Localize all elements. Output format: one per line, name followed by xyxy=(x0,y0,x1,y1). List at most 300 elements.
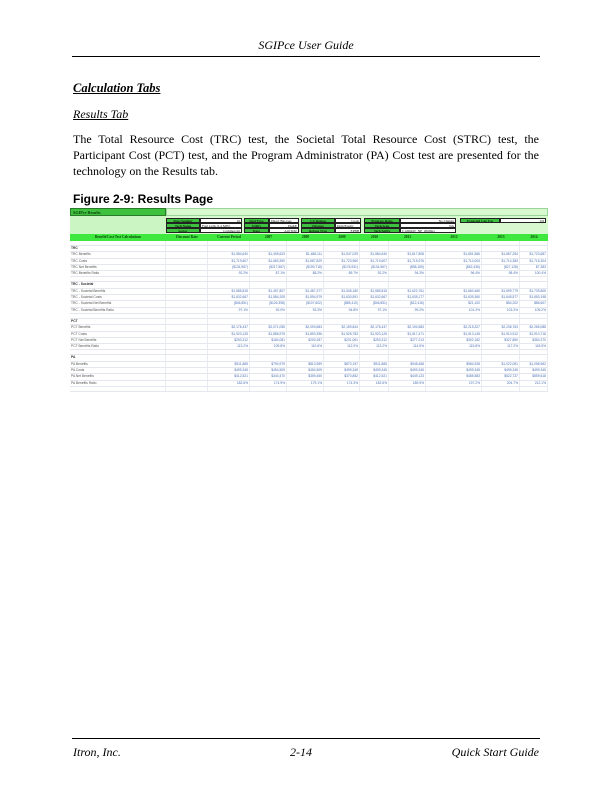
value-cell[interactable]: $1,910,718 xyxy=(520,332,548,337)
value-cell[interactable]: $1,639,360 xyxy=(426,295,482,300)
value-cell[interactable]: $1,687,254 xyxy=(482,252,520,257)
value-cell[interactable]: $1,917,471 xyxy=(389,332,426,337)
value-cell[interactable]: 114.5% xyxy=(389,344,426,349)
empty-cell xyxy=(426,314,482,318)
empty-cell xyxy=(250,246,287,251)
value-cell[interactable]: 101.3% xyxy=(426,308,482,313)
empty-cell xyxy=(166,314,208,318)
value-cell[interactable]: $1,716,304 xyxy=(520,259,548,264)
value-cell[interactable]: $984,928 xyxy=(426,362,482,367)
group-label: PCT xyxy=(70,319,166,324)
empty-cell xyxy=(482,319,520,324)
value-cell[interactable]: $253,312 xyxy=(360,338,389,343)
value-cell[interactable]: $302,182 xyxy=(426,338,482,343)
value-cell[interactable]: $948,468 xyxy=(389,362,426,367)
value-cell[interactable]: 97.1% xyxy=(360,308,389,313)
fuel-type-label: Fuel Type xyxy=(244,218,269,223)
empty-cell xyxy=(360,246,389,251)
value-cell[interactable]: $253,312 xyxy=(208,338,250,343)
value-cell[interactable]: 212.1% xyxy=(520,381,548,386)
value-cell[interactable]: $1,630,591 xyxy=(324,295,360,300)
parameter-block xyxy=(70,216,548,234)
value-cell[interactable]: $1,923,125 xyxy=(360,332,389,337)
value-cell[interactable]: 88.2% xyxy=(287,271,324,276)
value-cell[interactable]: $2,071,055 xyxy=(250,325,287,330)
empty-cell xyxy=(208,282,250,287)
value-cell[interactable]: $327,850 xyxy=(482,338,520,343)
empty-cell xyxy=(166,319,208,324)
empty-cell xyxy=(250,355,287,360)
empty-cell xyxy=(324,314,360,318)
value-cell[interactable]: $870,197 xyxy=(324,362,360,367)
value-cell[interactable]: $454,509 xyxy=(287,368,324,373)
value-cell[interactable]: ($12,416) xyxy=(389,301,426,306)
value-cell[interactable]: $2,215,327 xyxy=(426,325,482,330)
empty-cell xyxy=(324,355,360,360)
parameter-grid xyxy=(166,216,548,234)
value-cell[interactable]: 174.9% xyxy=(250,381,287,386)
value-cell[interactable]: 98.4% xyxy=(482,271,520,276)
empty-cell xyxy=(520,350,548,354)
empty-cell xyxy=(360,319,389,324)
empty-cell xyxy=(360,350,389,354)
discount-rate-cell[interactable] xyxy=(166,301,208,306)
value-cell[interactable]: ($27,128) xyxy=(482,265,520,270)
column-header: 2010 xyxy=(370,235,379,239)
discount-rate-cell[interactable] xyxy=(166,271,208,276)
value-cell[interactable]: $1,714,383 xyxy=(482,259,520,264)
empty-cell xyxy=(287,355,324,360)
empty-cell xyxy=(287,387,324,391)
value-cell[interactable]: 94.3% xyxy=(389,271,426,276)
value-cell[interactable]: $184,081 xyxy=(250,338,287,343)
empty-cell xyxy=(250,350,287,354)
value-cell[interactable]: $7,383 xyxy=(520,265,548,270)
value-cell[interactable]: ($107,602) xyxy=(287,301,324,306)
discount-rate-cell[interactable] xyxy=(166,259,208,264)
empty-cell xyxy=(360,314,389,318)
spacer-row xyxy=(70,387,548,392)
value-cell[interactable]: ($134,967) xyxy=(360,265,389,270)
value-cell[interactable]: $1,022,081 xyxy=(482,362,520,367)
empty-cell xyxy=(482,355,520,360)
value-cell[interactable]: $2,159,844 xyxy=(324,325,360,330)
empty-cell xyxy=(324,350,360,354)
value-cell[interactable]: $1,488,111 xyxy=(287,252,324,257)
column-header: 2011 xyxy=(404,235,411,239)
value-cell[interactable]: $2,194,583 xyxy=(389,325,426,330)
discount-rate-cell[interactable] xyxy=(166,289,208,294)
discount-rate-cell[interactable] xyxy=(166,265,208,270)
value-cell[interactable]: $54,202 xyxy=(482,301,520,306)
empty-cell xyxy=(520,241,548,245)
results-spreadsheet xyxy=(70,208,548,392)
value-cell[interactable]: 182.6% xyxy=(360,381,389,386)
value-cell[interactable]: $1,584,640 xyxy=(360,252,389,257)
value-cell[interactable]: $1,632,667 xyxy=(360,295,389,300)
discount-rate-cell[interactable] xyxy=(166,308,208,313)
value-cell[interactable]: 189.9% xyxy=(389,381,426,386)
value-cell[interactable]: $454,509 xyxy=(250,368,287,373)
value-cell[interactable]: $1,660,460 xyxy=(426,289,482,294)
value-cell[interactable]: 92.2% xyxy=(360,271,389,276)
value-cell[interactable]: ($126,398) xyxy=(250,301,287,306)
value-cell[interactable]: $1,495,623 xyxy=(250,252,287,257)
value-cell[interactable]: $1,584,205 xyxy=(250,295,287,300)
empty-cell xyxy=(520,282,548,287)
empty-cell xyxy=(389,387,426,391)
footer-page-number: 2-14 xyxy=(290,745,312,759)
value-cell[interactable]: 118.5% xyxy=(520,344,548,349)
empty-cell xyxy=(287,319,324,324)
empty-cell xyxy=(250,277,287,281)
value-cell[interactable]: 92.0% xyxy=(250,308,287,313)
empty-cell xyxy=(324,277,360,281)
value-cell[interactable]: $2,176,437 xyxy=(360,325,389,330)
row-label: TRC - Societal Benefits Ratio xyxy=(70,308,166,313)
value-cell[interactable]: 115.8% xyxy=(426,344,482,349)
value-cell[interactable]: $522,737 xyxy=(482,374,520,379)
column-header: Discount Rate xyxy=(176,235,198,239)
value-cell[interactable]: 99.2% xyxy=(389,308,426,313)
value-cell[interactable]: $200,287 xyxy=(287,338,324,343)
row-label: TRC - Societal Costs xyxy=(70,295,166,300)
value-cell[interactable]: 96.4% xyxy=(426,271,482,276)
empty-cell xyxy=(166,246,208,251)
value-cell[interactable]: $1,622,761 xyxy=(389,289,426,294)
empty-cell xyxy=(250,282,287,287)
row-label: TRC Costs xyxy=(70,259,166,264)
value-cell[interactable]: $499,345 xyxy=(482,368,520,373)
column-header: 2014 xyxy=(530,235,538,239)
empty-cell xyxy=(208,277,250,281)
row-label: TRC Benefits Ratio xyxy=(70,271,166,276)
value-cell[interactable]: $1,699,779 xyxy=(482,289,520,294)
empty-cell xyxy=(166,350,208,354)
value-cell[interactable]: $277,213 xyxy=(389,338,426,343)
discount-rate-cell[interactable] xyxy=(166,344,208,349)
value-cell[interactable]: ($199,718) xyxy=(287,265,324,270)
column-header: Benefit/Cost Test Calculations xyxy=(94,235,142,239)
value-cell[interactable]: $1,923,125 xyxy=(208,332,250,337)
empty-cell xyxy=(426,350,482,354)
value-cell[interactable]: $1,714,003 xyxy=(426,259,482,264)
row-label: PA Benefits xyxy=(70,362,166,367)
header-rule xyxy=(72,56,540,57)
value-cell[interactable]: $1,719,607 xyxy=(360,259,389,264)
empty-cell xyxy=(250,319,287,324)
value-cell[interactable]: $1,651,566 xyxy=(426,252,482,257)
empty-cell xyxy=(70,350,166,354)
value-cell[interactable]: $1,913,145 xyxy=(426,332,482,337)
column-header: 2012 xyxy=(450,235,458,239)
value-cell[interactable]: 197.2% xyxy=(426,381,482,386)
expected-cap-fac-label: Expected Cap Fac xyxy=(460,218,500,223)
value-cell[interactable]: $412,521 xyxy=(208,374,250,379)
value-cell[interactable]: $1,584,640 xyxy=(208,252,250,257)
empty-cell xyxy=(287,282,324,287)
value-cell[interactable]: ($46,851) xyxy=(360,301,389,306)
value-cell[interactable]: $911,865 xyxy=(360,362,389,367)
value-cell[interactable]: 87.1% xyxy=(250,271,287,276)
value-cell[interactable]: $340,470 xyxy=(250,374,287,379)
utility-label: Utility xyxy=(244,223,269,228)
footer-right: Quick Start Guide xyxy=(451,745,539,759)
empty-cell xyxy=(360,387,389,391)
value-cell[interactable]: $1,547,029 xyxy=(324,252,360,257)
value-cell[interactable]: 103.3% xyxy=(482,308,520,313)
discount-rate-cell[interactable] xyxy=(166,368,208,373)
value-cell[interactable]: $1,585,815 xyxy=(208,289,250,294)
value-cell[interactable]: 117.2% xyxy=(482,344,520,349)
section-title: Calculation Tabs xyxy=(73,81,161,95)
value-cell[interactable]: $2,093,683 xyxy=(287,325,324,330)
empty-cell xyxy=(389,350,426,354)
value-cell[interactable]: 179.1% xyxy=(287,381,324,386)
value-cell[interactable]: $2,176,437 xyxy=(208,325,250,330)
value-cell[interactable]: $813,959 xyxy=(287,362,324,367)
empty-cell xyxy=(426,355,482,360)
value-cell[interactable]: ($98,169) xyxy=(389,265,426,270)
value-cell[interactable]: $86,607 xyxy=(520,301,548,306)
value-cell[interactable]: $1,058,962 xyxy=(520,362,548,367)
discount-rate-cell[interactable] xyxy=(166,325,208,330)
value-cell[interactable]: $499,345 xyxy=(426,368,482,373)
value-cell[interactable]: $231,061 xyxy=(324,338,360,343)
discount-rate-cell[interactable] xyxy=(166,381,208,386)
empty-cell xyxy=(166,241,208,245)
empty-cell xyxy=(287,246,324,251)
value-cell[interactable]: $1,910,912 xyxy=(482,332,520,337)
empty-cell xyxy=(426,319,482,324)
group-label: PA xyxy=(70,355,166,360)
rebate-type-label: Rebate Type xyxy=(301,228,335,233)
value-cell[interactable]: $1,687,829 xyxy=(287,259,324,264)
value-cell[interactable]: ($62,436) xyxy=(426,265,482,270)
empty-cell xyxy=(389,314,426,318)
empty-cell xyxy=(208,319,250,324)
value-cell[interactable]: $1,487,377 xyxy=(287,289,324,294)
empty-cell xyxy=(166,282,208,287)
discount-rate-cell[interactable] xyxy=(166,252,208,257)
value-cell[interactable]: $499,345 xyxy=(324,368,360,373)
value-cell[interactable]: $499,345 xyxy=(360,368,389,373)
empty-cell xyxy=(520,277,548,281)
value-cell[interactable]: $1,715,976 xyxy=(389,259,426,264)
value-cell[interactable]: 110.6% xyxy=(287,344,324,349)
empty-cell xyxy=(426,282,482,287)
fuel-type-value[interactable]: Direct Bio-Gas xyxy=(269,218,299,223)
sheet-title-fill xyxy=(166,208,548,216)
body-paragraph: The Total Resource Cost (TRC) test, the Societal Total Resource Cost (STRC) test, the Participant Cost (PCT) test, and the Program Administrator (PA) Cost test are presented for the technology on the Results tab. xyxy=(73,132,539,178)
empty-cell xyxy=(360,277,389,281)
value-cell[interactable]: $370,852 xyxy=(324,374,360,379)
empty-cell xyxy=(208,387,250,391)
row-label: PCT Benefits Ratio xyxy=(70,344,166,349)
discount-rate-cell[interactable] xyxy=(166,295,208,300)
finance-label: Finance xyxy=(301,223,335,228)
empty-cell xyxy=(482,387,520,391)
value-cell[interactable]: $2,265,088 xyxy=(520,325,548,330)
run-number-value[interactable]: 16 xyxy=(200,218,242,223)
value-cell[interactable]: $1,645,577 xyxy=(482,295,520,300)
empty-cell xyxy=(389,282,426,287)
empty-cell xyxy=(70,241,166,245)
value-cell[interactable]: $1,594,979 xyxy=(287,295,324,300)
empty-cell xyxy=(482,282,520,287)
parameter-block-left xyxy=(70,216,166,234)
empty-cell xyxy=(324,319,360,324)
empty-cell xyxy=(482,350,520,354)
value-cell[interactable]: 105.2% xyxy=(520,308,548,313)
empty-cell xyxy=(389,355,426,360)
row-label: PCT Benefits xyxy=(70,325,166,330)
sector-value[interactable]: Commercial xyxy=(200,228,242,233)
value-cell[interactable]: $1,457,807 xyxy=(250,289,287,294)
empty-cell xyxy=(208,350,250,354)
row-label: TRC Benefits xyxy=(70,252,166,257)
tech-name-value[interactable]: Fuel Cells (1.2 MW) xyxy=(200,223,242,228)
value-cell[interactable]: 112.0% xyxy=(324,344,360,349)
column-header: 2009 xyxy=(338,235,346,239)
row-label: PA Net Benefits xyxy=(70,374,166,379)
tech-scen-label: Tech Scen xyxy=(364,223,400,228)
empty-cell xyxy=(389,319,426,324)
value-cell[interactable]: $1,723,687 xyxy=(520,252,548,257)
run-number-label: Run Number xyxy=(166,218,200,223)
value-cell[interactable]: $1,585,815 xyxy=(360,289,389,294)
column-header: 2008 xyxy=(301,235,310,239)
empty-cell xyxy=(482,314,520,318)
value-cell[interactable]: $499,345 xyxy=(389,368,426,373)
value-cell[interactable]: $1,635,177 xyxy=(389,295,426,300)
value-cell[interactable]: $1,632,667 xyxy=(208,295,250,300)
progress-ratio-value[interactable]: No Change xyxy=(400,218,456,223)
value-cell[interactable]: $2,238,763 xyxy=(482,325,520,330)
empty-cell xyxy=(482,277,520,281)
value-cell[interactable]: ($134,967) xyxy=(208,265,250,270)
tech-suffix-value[interactable]: C1200kW_NE_2000hrs xyxy=(400,228,456,233)
empty-cell xyxy=(287,314,324,318)
discount-rate-cell[interactable] xyxy=(166,338,208,343)
value-cell[interactable]: 89.7% xyxy=(324,271,360,276)
value-cell[interactable]: $1,653,198 xyxy=(520,295,548,300)
value-cell[interactable]: 100.4% xyxy=(520,271,548,276)
value-cell[interactable]: $1,617,808 xyxy=(389,252,426,257)
empty-cell xyxy=(520,246,548,251)
value-cell[interactable]: $499,345 xyxy=(208,368,250,373)
value-cell[interactable]: 93.3% xyxy=(287,308,324,313)
empty-cell xyxy=(360,282,389,287)
value-cell[interactable]: 113.2% xyxy=(208,344,250,349)
value-cell[interactable]: $1,545,180 xyxy=(324,289,360,294)
value-cell[interactable]: $359,450 xyxy=(287,374,324,379)
empty-cell xyxy=(208,355,250,360)
discount-rate-cell[interactable] xyxy=(166,332,208,337)
row-label: TRC - Societal Net Benefits xyxy=(70,301,166,306)
empty-cell xyxy=(166,355,208,360)
value-cell[interactable]: 204.7% xyxy=(482,381,520,386)
results-data-rows xyxy=(70,241,548,392)
value-cell[interactable]: 92.2% xyxy=(208,271,250,276)
empty-cell xyxy=(70,387,166,391)
cz-region-label: CZ Region xyxy=(301,218,335,223)
empty-cell xyxy=(389,246,426,251)
row-label: PA Benefits Ratio xyxy=(70,381,166,386)
value-cell[interactable]: $1,719,607 xyxy=(208,259,250,264)
value-cell[interactable]: 174.3% xyxy=(324,381,360,386)
value-cell[interactable]: $1,886,975 xyxy=(250,332,287,337)
value-cell[interactable]: $1,723,960 xyxy=(324,259,360,264)
empty-cell xyxy=(166,387,208,391)
subsection-title: Results Tab xyxy=(73,107,129,121)
footer-rule xyxy=(72,738,540,739)
value-cell[interactable]: $1,739,805 xyxy=(520,289,548,294)
empty-cell xyxy=(520,314,548,318)
empty-cell xyxy=(426,246,482,251)
value-cell[interactable]: $559,618 xyxy=(520,374,548,379)
value-cell[interactable]: ($85,410) xyxy=(324,301,360,306)
expected-cap-fac-value[interactable]: 0.8 xyxy=(500,218,546,223)
value-cell[interactable]: $911,865 xyxy=(208,362,250,367)
value-cell[interactable]: $499,345 xyxy=(520,368,548,373)
empty-cell xyxy=(389,277,426,281)
value-cell[interactable]: $21,100 xyxy=(426,301,482,306)
empty-cell xyxy=(324,282,360,287)
value-cell[interactable]: $1,893,396 xyxy=(287,332,324,337)
rate-value[interactable]: A10TOU xyxy=(269,228,299,233)
tech-scen-value[interactable]: NA xyxy=(400,223,456,228)
discount-rate-cell[interactable] xyxy=(166,374,208,379)
value-cell[interactable]: ($217,567) xyxy=(250,265,287,270)
value-cell[interactable]: ($176,931) xyxy=(324,265,360,270)
value-cell[interactable]: 109.8% xyxy=(250,344,287,349)
utility-value[interactable]: PG&E xyxy=(269,223,299,228)
value-cell[interactable]: ($46,851) xyxy=(208,301,250,306)
empty-cell xyxy=(482,246,520,251)
empty-cell xyxy=(250,387,287,391)
empty-cell xyxy=(287,277,324,281)
empty-cell xyxy=(324,387,360,391)
group-label: TRC xyxy=(70,246,166,251)
empty-cell xyxy=(287,350,324,354)
value-cell[interactable]: $794,979 xyxy=(250,362,287,367)
finance-value[interactable]: Debt/Equity xyxy=(335,223,361,228)
value-cell[interactable]: $354,370 xyxy=(520,338,548,343)
tech-name-label: Tech Name xyxy=(166,223,200,228)
empty-cell xyxy=(250,241,287,245)
discount-rate-cell[interactable] xyxy=(166,362,208,367)
empty-cell xyxy=(389,241,426,245)
value-cell[interactable]: $485,583 xyxy=(426,374,482,379)
value-cell[interactable]: $412,521 xyxy=(360,374,389,379)
group-label: TRC - Societal xyxy=(70,282,166,287)
value-cell[interactable]: $449,123 xyxy=(389,374,426,379)
empty-cell xyxy=(426,387,482,391)
row-label: TRC Net Benefits xyxy=(70,265,166,270)
value-cell[interactable]: $1,683,390 xyxy=(250,259,287,264)
rebate-type-value[interactable]: EPBB xyxy=(335,228,361,233)
value-cell[interactable]: 97.1% xyxy=(208,308,250,313)
value-cell[interactable]: 94.8% xyxy=(324,308,360,313)
value-cell[interactable]: 182.6% xyxy=(208,381,250,386)
value-cell[interactable]: 113.2% xyxy=(360,344,389,349)
row-label: PCT Costs xyxy=(70,332,166,337)
cz-region-value[interactable]: Coast xyxy=(335,218,361,223)
value-cell[interactable]: $1,928,783 xyxy=(324,332,360,337)
progress-ratio-label: Progress Ratio xyxy=(364,218,400,223)
empty-cell xyxy=(324,246,360,251)
